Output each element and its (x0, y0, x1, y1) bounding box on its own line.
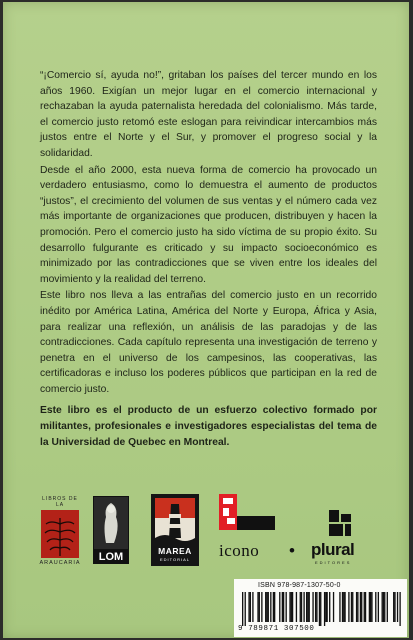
marea-logo-name: MAREA (158, 546, 192, 556)
lom-figure-icon (93, 496, 129, 550)
synopsis-paragraph-1: “¡Comercio sí, ayuda no!”, gritaban los países del tercer mundo en los años 1960. Exigían un mejor lugar en el comercio internacional y rechazaban la ayuda paternalista heredada del colonialismo. Más tarde, el comercio justo retomó este eslogan para reivindicar intercambios más justos entre el Norte y el Sur, y promover el progreso social y la solidaridad. (40, 70, 377, 159)
synopsis-paragraph-3: Este libro nos lleva a las entrañas del comercio justo en un recorrido inédito por América Latina, América del Norte y Europa, África y Asia, para realizar una reflexión, un análisis de las paradojas y de las contradicciones. Cada capítulo representa una investigación de terreno y penetra en el universo de los campesinos, las cooperativas, las certificadoras e incluso los poderes públicos que participan en la red de comercio justo. (40, 290, 377, 395)
araucaria-tree-icon (41, 510, 79, 558)
marea-logo (151, 494, 199, 566)
publisher-logos (33, 488, 383, 568)
icono-logo-name: icono (219, 541, 260, 560)
araucaria-logo (38, 496, 82, 566)
lom-logo-name: LOM (93, 550, 129, 564)
araucaria-logo-top-text: LIBROS DE LA (42, 496, 78, 508)
isbn-barcode-box (234, 579, 407, 637)
plural-logo-name: plural (311, 540, 355, 559)
marea-lighthouse-icon (151, 494, 199, 544)
icono-logo (219, 494, 309, 566)
plural-logo-subtitle: EDITORES (315, 560, 352, 565)
back-cover (3, 2, 409, 638)
plural-blocks-icon (329, 510, 353, 538)
lom-logo (93, 496, 129, 566)
synopsis-text (40, 68, 377, 451)
barcode-icon (242, 592, 402, 626)
synopsis-paragraph-2: Desde el año 2000, esta nueva forma de comercio ha provocado un verdadero entusiasmo, como lo demuestra el aumento de productos “justos”, el crecimiento del volumen de sus ventas y el número cada vez más importante de organizaciones que producen, distribuyen y hacen la promoción. Pero el comercio justo ha sido víctima de su propio éxito. Su desarrollo fulgurante es criticado y su impacto socioeconómico es minimizado por las contradicciones que se viven entre los ideales del movimiento y la realidad del terreno. (40, 164, 377, 285)
marea-logo-subtitle: EDITORIAL (159, 557, 191, 562)
icono-logo-dot: • (289, 541, 295, 560)
araucaria-logo-bottom-text: ARAUCARIA (39, 560, 81, 566)
plural-logo (311, 510, 373, 566)
authors-statement: Este libro es el producto de un esfuerzo colectivo formado por militantes, profesionales e investigadores especialistas del tema de la Universidad de Quebec en Montreal. (40, 405, 377, 448)
icono-mark-icon (219, 494, 275, 538)
barcode-digits: 9 789871 307500 (238, 625, 315, 633)
isbn-label: ISBN 978-987-1307-50-0 (258, 582, 341, 589)
